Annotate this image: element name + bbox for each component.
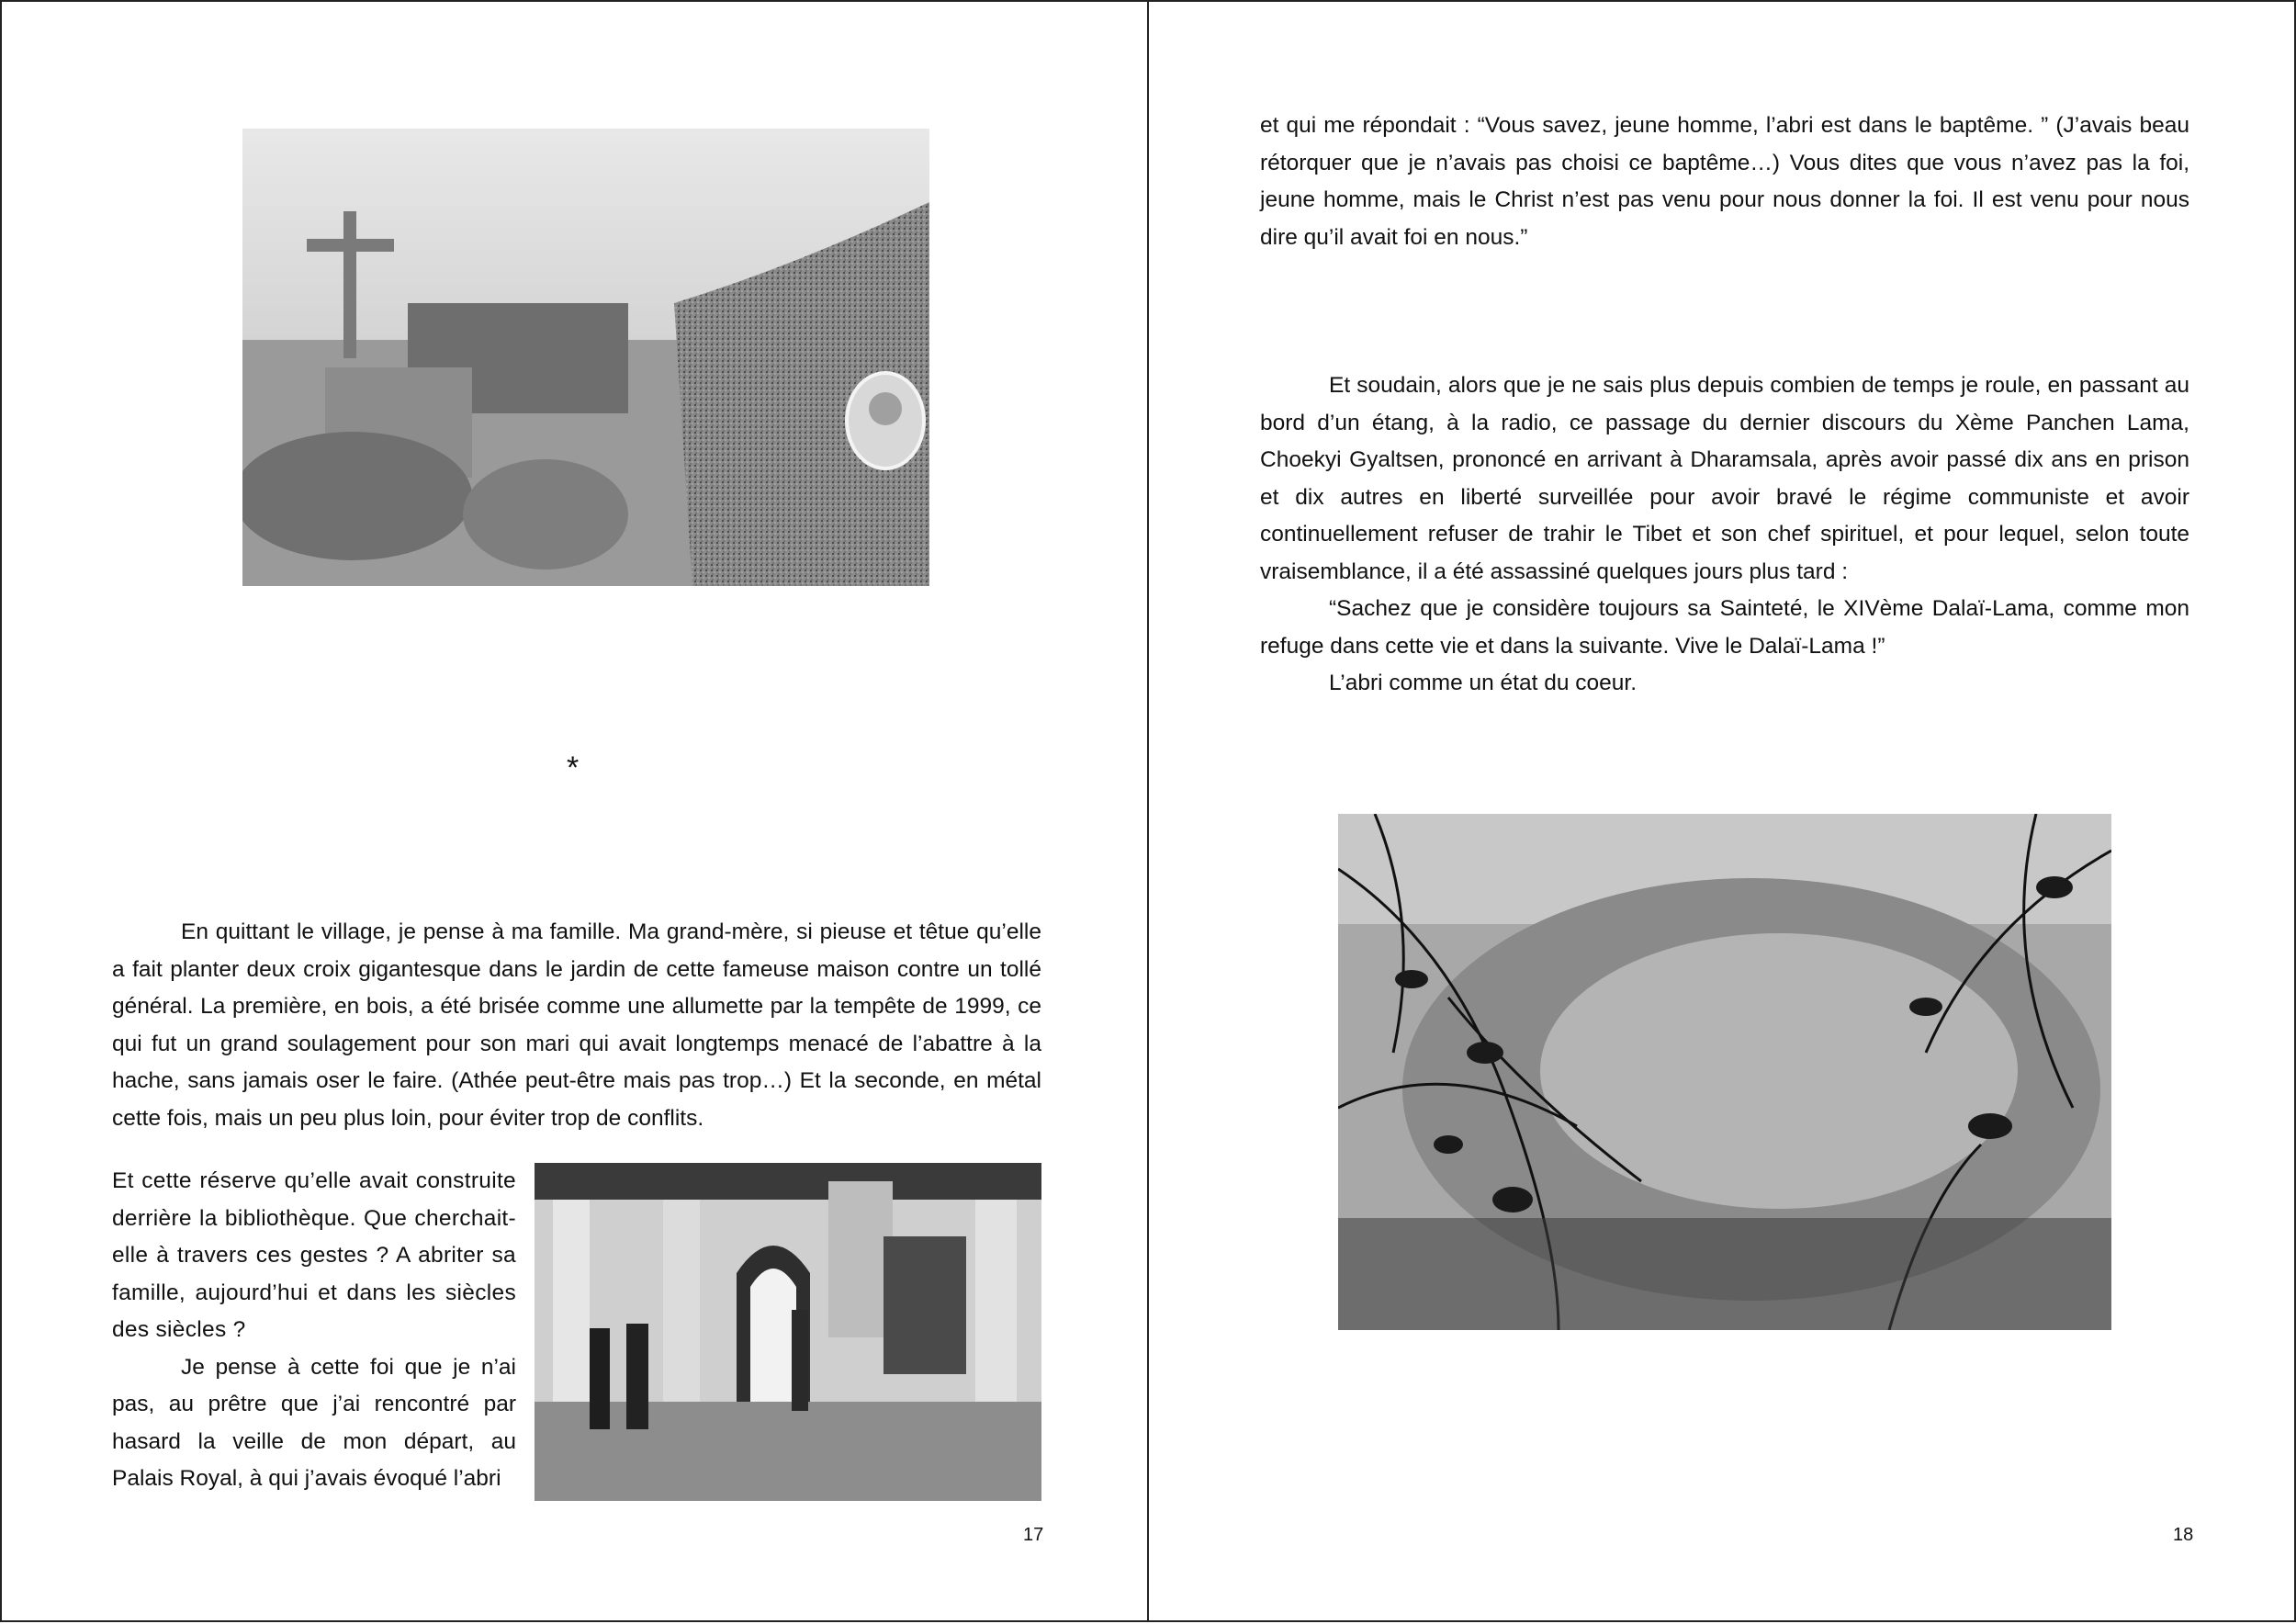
right-text-top	[1260, 107, 2189, 256]
paragraph-family: En quittant le village, je pense à ma famille. Ma grand-mère, si pieuse et têtue qu’elle a fait planter deux croix gigantesque dans le jardin de cette fameuse maison contre un tollé général. La première, en bois, a été brisée comme une allumette par la tempête de 1999, ce qui fut un grand soulagement pour son mari qui avait longtemps menacé de l’abattre à la hache, sans jamais oser le faire. (Athée peut-être mais pas trop…) Et la seconde, en métal cette fois, mais un peu plus loin, pour éviter trop de conflits.	[112, 919, 1041, 1131]
pond-photo	[1338, 814, 2111, 1330]
page-number-right: 18	[2173, 1525, 2194, 1545]
right-text-middle	[1260, 367, 2189, 703]
left-text-block	[112, 914, 1041, 1137]
left-narrow-text-block	[112, 1163, 516, 1498]
paragraph-closing: L’abri comme un état du coeur.	[1329, 671, 1638, 695]
page-number-left: 17	[1023, 1525, 1044, 1545]
paragraph-priest-reply: et qui me répondait : “Vous savez, jeune homme, l’abri est dans le baptême. ” (J’avais beau rétorquer que je n’avais pas choisi ce baptême…) Vous dites que vous n’avez pas la foi, jeune homme, mais le Christ n’est pas venu pour nous donner la foi. Il est venu pour nous dire qu’il avait foi en nous.”	[1260, 113, 2189, 250]
cemetery-photo	[242, 129, 929, 586]
palais-royal-photo	[535, 1163, 1041, 1501]
left-page	[0, 0, 1149, 1622]
paragraph-faith: Je pense à cette foi que je n’ai pas, au prêtre que j’ai rencontré par hasard la veille de mon départ, au Palais Royal, à qui j’avais évoqué l’abri	[112, 1354, 516, 1491]
paragraph-reserve: Et cette réserve qu’elle avait construite derrière la bibliothèque. Que cherchait-elle à travers ces gestes ? A abriter sa famille, aujourd’hui et dans les siècles des siècles ?	[112, 1168, 516, 1342]
right-page	[1147, 0, 2296, 1622]
paragraph-panchen-lama: Et soudain, alors que je ne sais plus depuis combien de temps je roule, en passant au bord d’un étang, à la radio, ce passage du dernier discours du Xème Panchen Lama, Choekyi Gyaltsen, prononcé en arrivant à Dharamsala, après avoir passé dix ans en prison et dix autres en liberté surveillée pour avoir bravé le régime communiste et avoir continuellement refuser de trahir le Tibet et son chef spirituel, et pour lequel, selon toute vraisemblance, il a été assassiné quelques jours plus tard :	[1260, 373, 2189, 584]
paragraph-quote: “Sachez que je considère toujours sa Sainteté, le XIVème Dalaï-Lama, comme mon refuge dans cette vie et dans la suivante. Vive le Dalaï-Lama !”	[1260, 596, 2189, 659]
section-asterisk: *	[567, 750, 580, 785]
